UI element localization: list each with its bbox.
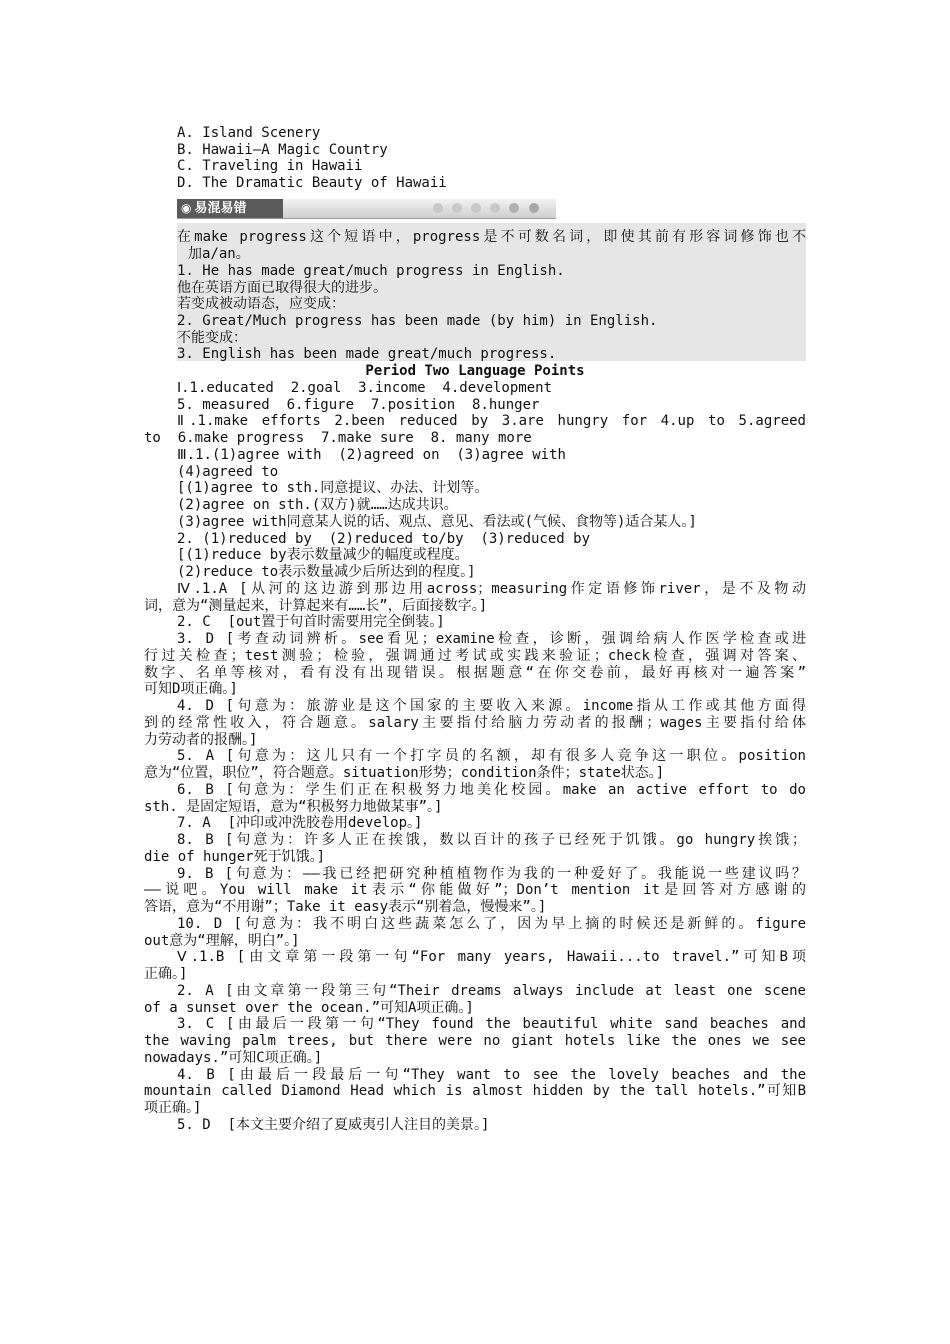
target-icon: ◉ xyxy=(181,201,192,215)
banner-dot-icon xyxy=(529,203,539,213)
answer-line: 到的经常性收入，符合题意。salary主要指付给脑力劳动者的报酬；wages主要指付给体 xyxy=(144,715,806,731)
note-line: 不能变成： xyxy=(177,330,247,346)
answer-line: 行过关检查；test测验；检验，强调通过考试或实践来验证；check检查，强调对答案、 xyxy=(144,648,806,664)
banner-dot-icon xyxy=(509,203,519,213)
answer-line: 2. A [由文章第一段第三句“Their dreams always include at least one scene xyxy=(177,983,806,999)
answer-line: 数字、名单等核对，看有没有出现错误。根据题意“在你交卷前，最好再核对一遍答案” xyxy=(144,665,806,681)
answer-line: Ⅴ.1.B [由文章第一段第一句“For many years, Hawaii...to travel.”可知B项 xyxy=(177,949,806,965)
answer-line: 9. B [句意为：——我已经把研究种植植物作为我的一种爱好了。我能说一些建议吗？ xyxy=(177,866,806,882)
answer-line: 5. measured 6.figure 7.position 8.hunger xyxy=(177,397,540,413)
answer-line: 答语，意为“不用谢”；Take it easy表示“别着急，慢慢来”。] xyxy=(144,899,547,915)
banner-dot-icon xyxy=(490,203,500,213)
answer-line: 4. D [句意为：旅游业是这个国家的主要收入来源。income指从工作或其他方面得 xyxy=(177,698,806,714)
answer-line: out意为“理解，明白”。] xyxy=(144,933,300,949)
answer-line: ——说吧。You will make it表示“你能做好”；Don’t mention it是回答对方感谢的 xyxy=(144,882,806,898)
note-line: 在make progress这个短语中，progress是不可数名词，即使其前有形容词修饰也不 xyxy=(177,229,806,245)
answer-line: of a sunset over the ocean.”可知A项正确。] xyxy=(144,1000,474,1016)
note-line: 加a/an。 xyxy=(188,246,250,262)
answer-line: (2)agree on sth.(双方)就……达成共识。 xyxy=(177,497,458,513)
note-line: 他在英语方面已取得很大的进步。 xyxy=(177,280,387,296)
answer-line: 正确。] xyxy=(144,966,188,982)
banner-tab xyxy=(177,199,283,218)
answer-line: 力劳动者的报酬。] xyxy=(144,732,258,748)
answer-line: sth. 是固定短语，意为“积极努力地做某事”。] xyxy=(144,799,443,815)
note-line: 2. Great/Much progress has been made (by him) in English. xyxy=(177,313,658,329)
answer-line: 8. B [句意为：许多人正在挨饿，数以百计的孩子已经死于饥饿。go hungry挨饿； xyxy=(177,832,806,848)
note-line: 1. He has made great/much progress in English. xyxy=(177,263,565,279)
option-a: A. Island Scenery xyxy=(177,125,321,141)
answer-line: 4. B [由最后一段最后一句“They want to see the lovely beaches and the xyxy=(177,1067,806,1083)
answer-line: 意为“位置，职位”，符合题意。situation形势；condition条件；state状态。] xyxy=(144,765,665,781)
note-line: 3. English has been made great/much progress. xyxy=(177,346,557,362)
banner-dot-icon xyxy=(433,203,443,213)
answer-line: to 6.make progress 7.make sure 8. many more xyxy=(144,430,532,446)
note-line: 若变成被动语态，应变成： xyxy=(177,296,345,312)
answer-line: Ⅱ.1.make efforts 2.been reduced by 3.are hungry for 4.up to 5.agreed xyxy=(177,413,806,429)
answer-line: (2)reduce to表示数量减少后所达到的程度。] xyxy=(177,564,476,580)
section-heading: Period Two Language Points xyxy=(365,363,585,379)
banner-dot-icon xyxy=(452,203,462,213)
answer-line: Ⅲ.1.(1)agree with (2)agreed on (3)agree with xyxy=(177,447,566,463)
answer-line: [(1)reduce by表示数量减少的幅度或程度。 xyxy=(177,547,469,563)
answer-line: 2. (1)reduced by (2)reduced to/by (3)reduced by xyxy=(177,531,591,547)
option-c: C. Traveling in Hawaii xyxy=(177,158,363,174)
answer-line: Ⅳ.1.A [从河的这边游到那边用across；measuring作定语修饰river，是不及物动 xyxy=(177,581,806,597)
answer-line: 3. C [由最后一段第一句“They found the beautiful white sand beaches and xyxy=(177,1016,806,1032)
answer-line: (3)agree with同意某人说的话、观点、意见、看法或(气候、食物等)适合某人。] xyxy=(177,514,697,530)
option-d: D. The Dramatic Beauty of Hawaii xyxy=(177,175,447,191)
answer-line: nowadays.”可知C项正确。] xyxy=(144,1050,323,1066)
answer-line: 3. D [考查动词辨析。see看见；examine检查，诊断，强调给病人作医学检查或进 xyxy=(177,631,806,647)
answer-line: 10. D [句意为：我不明白这些蔬菜怎么了，因为早上摘的时候还是新鲜的。figure xyxy=(177,916,806,932)
banner-dot-icon xyxy=(471,203,481,213)
answer-line: Ⅰ.1.educated 2.goal 3.income 4.development xyxy=(177,380,552,396)
answer-line: mountain called Diamond Head which is almost hidden by the tall hotels.”可知B xyxy=(144,1083,806,1099)
banner-label: 易混易错 xyxy=(194,201,247,216)
answer-line: the waving palm trees, but there were no giant hotels like the ones we see xyxy=(144,1033,806,1049)
option-b: B. Hawaii—A Magic Country xyxy=(177,142,388,158)
answer-line: 项正确。] xyxy=(144,1100,202,1116)
answer-line: 7. A [冲印或冲洗胶卷用develop。] xyxy=(177,815,423,831)
answer-line: (4)agreed to xyxy=(177,464,279,480)
answer-line: [(1)agree to sth.同意提议、办法、计划等。 xyxy=(177,480,489,496)
answer-line: 6. B [句意为：学生们正在积极努力地美化校园。make an active effort to do xyxy=(177,782,806,798)
answer-line: 词，意为“测量起来，计算起来有……长”，后面接数字。] xyxy=(144,598,488,614)
answer-line: 5. A [句意为：这儿只有一个打字员的名额，却有很多人竞争这一职位。position xyxy=(177,748,806,764)
answer-line: 可知D项正确。] xyxy=(144,681,238,697)
answer-line: 5. D [本文主要介绍了夏威夷引人注目的美景。] xyxy=(177,1117,490,1133)
section-banner xyxy=(177,199,556,219)
answer-line: die of hunger死于饥饿。] xyxy=(144,849,326,865)
answer-line: 2. C [out置于句首时需要用完全倒装。] xyxy=(177,614,445,630)
